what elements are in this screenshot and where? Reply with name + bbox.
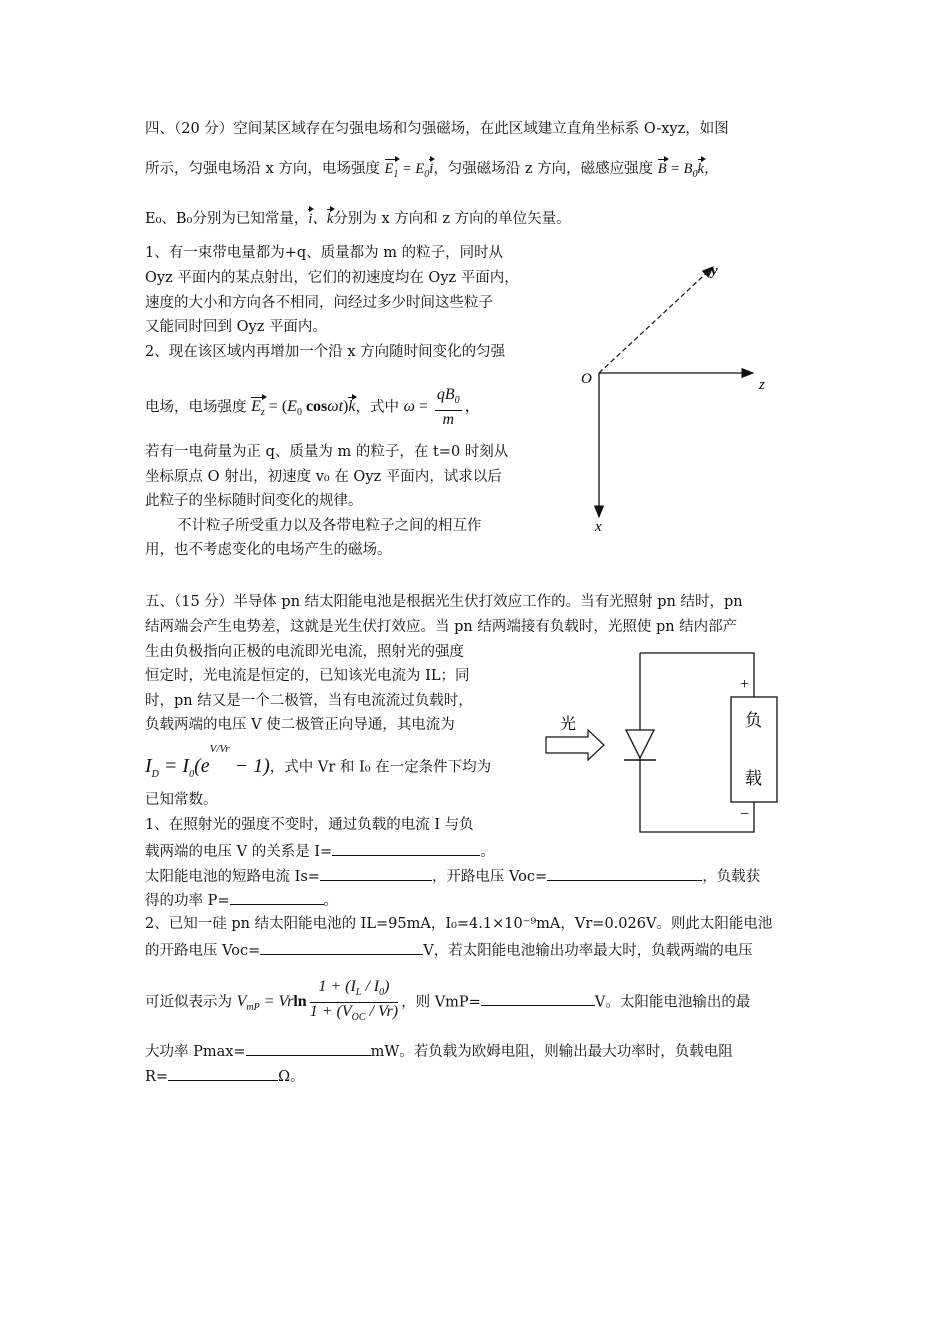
solar-cell-circuit-diagram bbox=[538, 645, 828, 845]
p5-q2-line5 bbox=[145, 1066, 305, 1086]
p5-q2-line2-text-b: V，若太阳能电池输出功率最大时，负载两端的电压 bbox=[423, 943, 753, 959]
p4-line3-text-b: 分别为 x 方向和 z 方向的单位矢量。 bbox=[333, 211, 571, 227]
answer-blank-voc-value[interactable] bbox=[260, 940, 423, 955]
p4-line2 bbox=[145, 160, 718, 184]
origin-label: O bbox=[581, 371, 592, 387]
light-label: 光 bbox=[560, 716, 577, 733]
p4-line2-text-a: 所示，匀强电场沿 x 方向，电场强度 bbox=[145, 161, 380, 177]
p5-q1-line3-text-b: ，开路电压 Voc= bbox=[431, 869, 548, 885]
p4-q2-line4: 坐标原点 O 射出，初速度 v₀ 在 Oyz 平面内，试求以后 bbox=[145, 469, 502, 485]
p5-q1-line3 bbox=[145, 866, 760, 886]
unit-vectors: i、k bbox=[308, 211, 334, 227]
p5-q2-line4 bbox=[145, 1041, 733, 1061]
p5-line3: 生由负极指向正极的电流即光电流，照射光的强度 bbox=[145, 644, 464, 660]
p4-q2-line3: 若有一电荷量为正 q、质量为 m 的粒子，在 t=0 时刻从 bbox=[145, 444, 509, 460]
p5-q2-line3 bbox=[145, 978, 750, 1027]
p5-q2-line1: 2、已知一硅 pn 结太阳能电池的 IL=95mA，I₀=4.1×10⁻⁹mA，Vr=0.026V。则此太阳能电池 bbox=[145, 916, 773, 932]
p5-q2-line2-text-a: 的开路电压 Voc= bbox=[145, 943, 261, 959]
answer-blank-is[interactable] bbox=[320, 866, 432, 881]
p5-q1-line3-text-c: ，负载获 bbox=[702, 869, 761, 885]
p5-line1: 五、（15 分）半导体 pn 结太阳能电池是根据光生伏打效应工作的。当有光照射 pn 结时，pn bbox=[145, 594, 743, 610]
answer-blank-i[interactable] bbox=[332, 841, 480, 856]
p4-line2-text-b: ，匀强磁场沿 z 方向，磁感应强度 bbox=[433, 161, 654, 177]
p4-line3 bbox=[145, 210, 571, 228]
p5-q2-line3-text-b: ，则 VmP= bbox=[401, 994, 481, 1011]
p5-line4: 恒定时，光电流是恒定的，已知该光电流为 IL；同 bbox=[145, 668, 470, 684]
minus-sign: − bbox=[740, 806, 750, 823]
load-label-2: 载 bbox=[745, 769, 762, 788]
formula-b: $B = B_0k$， bbox=[657, 161, 719, 180]
p4-line1: 四、（20 分）空间某区域存在匀强电场和匀强磁场，在此区域建立直角坐标系 O-xyz，如图 bbox=[145, 121, 729, 137]
p5-q1-line2-text: 载两端的电压 V 的关系是 I= bbox=[145, 844, 333, 860]
p4-q2-line2-text-a: 电场，电场强度 bbox=[145, 399, 247, 416]
p5-q2-line2 bbox=[145, 940, 753, 960]
z-label: z bbox=[759, 377, 765, 393]
p4-q1-line1: 1、有一束带电量都为+q、质量都为 m 的粒子，同时从 bbox=[145, 245, 504, 261]
p4-q2-line5: 此粒子的坐标随时间变化的规律。 bbox=[145, 493, 363, 509]
p4-note-line1: 不计粒子所受重力以及各带电粒子之间的相互作 bbox=[177, 518, 482, 534]
formula-vmp: $V_{mP} = Vrln$ $\frac{1 + (I_L / I_0)}{1 + (V_{OC} / Vr)}$ bbox=[236, 978, 399, 1024]
formula-omega: ω = $\frac{qB_0}{m}$ ， bbox=[403, 386, 481, 429]
coordinate-axes-diagram bbox=[575, 255, 775, 545]
p4-q1-line4: 又能同时回到 Oyz 平面内。 bbox=[145, 319, 327, 335]
p5-q1-line1: 1、在照射光的强度不变时，通过负载的电流 I 与负 bbox=[145, 817, 474, 833]
p5-q2-line4-text-a: 大功率 Pmax= bbox=[145, 1044, 246, 1060]
formula-id: $I_D = I_0(e^{V/Vr} - 1)$ bbox=[145, 743, 270, 780]
y-label: y bbox=[711, 263, 718, 279]
p5-q2-line4-text-b: mW。若负载为欧姆电阻，则输出最大功率时，负载电阻 bbox=[370, 1044, 733, 1060]
p5-line6: 负载两端的电压 V 使二极管正向导通，其电流为 bbox=[145, 717, 455, 733]
p5-q1-line2: 载两端的电压 V 的关系是 I= 。 bbox=[145, 841, 495, 861]
light-arrow-icon bbox=[546, 730, 604, 760]
p5-line8: 已知常数。 bbox=[145, 792, 218, 808]
p5-q2-line5-text-b: Ω。 bbox=[278, 1069, 305, 1085]
p5-q2-line3-text-a: 可近似表示为 bbox=[145, 994, 232, 1011]
p4-q1-line3: 速度的大小和方向各不相同，问经过多少时间这些粒子 bbox=[145, 295, 493, 311]
answer-blank-r[interactable] bbox=[168, 1066, 278, 1081]
p5-q1-line3-text-a: 太阳能电池的短路电流 Is= bbox=[145, 869, 320, 885]
p5-line5: 时，pn 结又是一个二极管，当有电流流过负载时， bbox=[145, 693, 473, 709]
p4-q2-line2-text-b: ，式中 bbox=[355, 399, 399, 416]
diode-symbol bbox=[624, 730, 656, 760]
p5-q1-line4: 得的功率 P= 。 bbox=[145, 890, 338, 910]
formula-ez: $E_z = (E_0$ cosωt)k bbox=[251, 398, 355, 415]
load-label-1: 负 bbox=[745, 711, 762, 730]
answer-blank-pmax[interactable] bbox=[246, 1041, 371, 1056]
p5-line2: 结两端会产生电势差，这就是光生伏打效应。当 pn 结两端接有负载时，光照使 pn 结内部产 bbox=[145, 619, 738, 635]
answer-blank-vmp[interactable] bbox=[481, 991, 595, 1006]
answer-blank-p[interactable] bbox=[230, 890, 324, 905]
p5-q2-line3-text-c: V。太阳能电池输出的最 bbox=[594, 994, 751, 1011]
p5-line7-text: ，式中 Vr 和 I₀ 在一定条件下均为 bbox=[269, 759, 492, 776]
answer-blank-voc[interactable] bbox=[547, 866, 702, 881]
formula-e1: $E_1 = E_0i$ bbox=[385, 161, 434, 177]
p5-q2-line5-text-a: R= bbox=[145, 1069, 169, 1085]
p4-q2-line2 bbox=[145, 386, 481, 429]
p4-line3-text: E₀、B₀分别为已知常量， bbox=[145, 211, 309, 227]
plus-sign: + bbox=[740, 676, 750, 693]
p5-q1-line4-text: 得的功率 P= bbox=[145, 893, 230, 909]
x-label: x bbox=[595, 519, 602, 535]
p4-q2-line1: 2、现在该区域内再增加一个沿 x 方向随时间变化的匀强 bbox=[145, 344, 506, 360]
p4-q1-line2: Oyz 平面内的某点射出，它们的初速度均在 Oyz 平面内， bbox=[145, 270, 519, 286]
y-axis bbox=[599, 267, 713, 373]
p4-note-line2: 用，也不考虑变化的电场产生的磁场。 bbox=[145, 542, 392, 558]
p5-line7 bbox=[145, 743, 492, 784]
